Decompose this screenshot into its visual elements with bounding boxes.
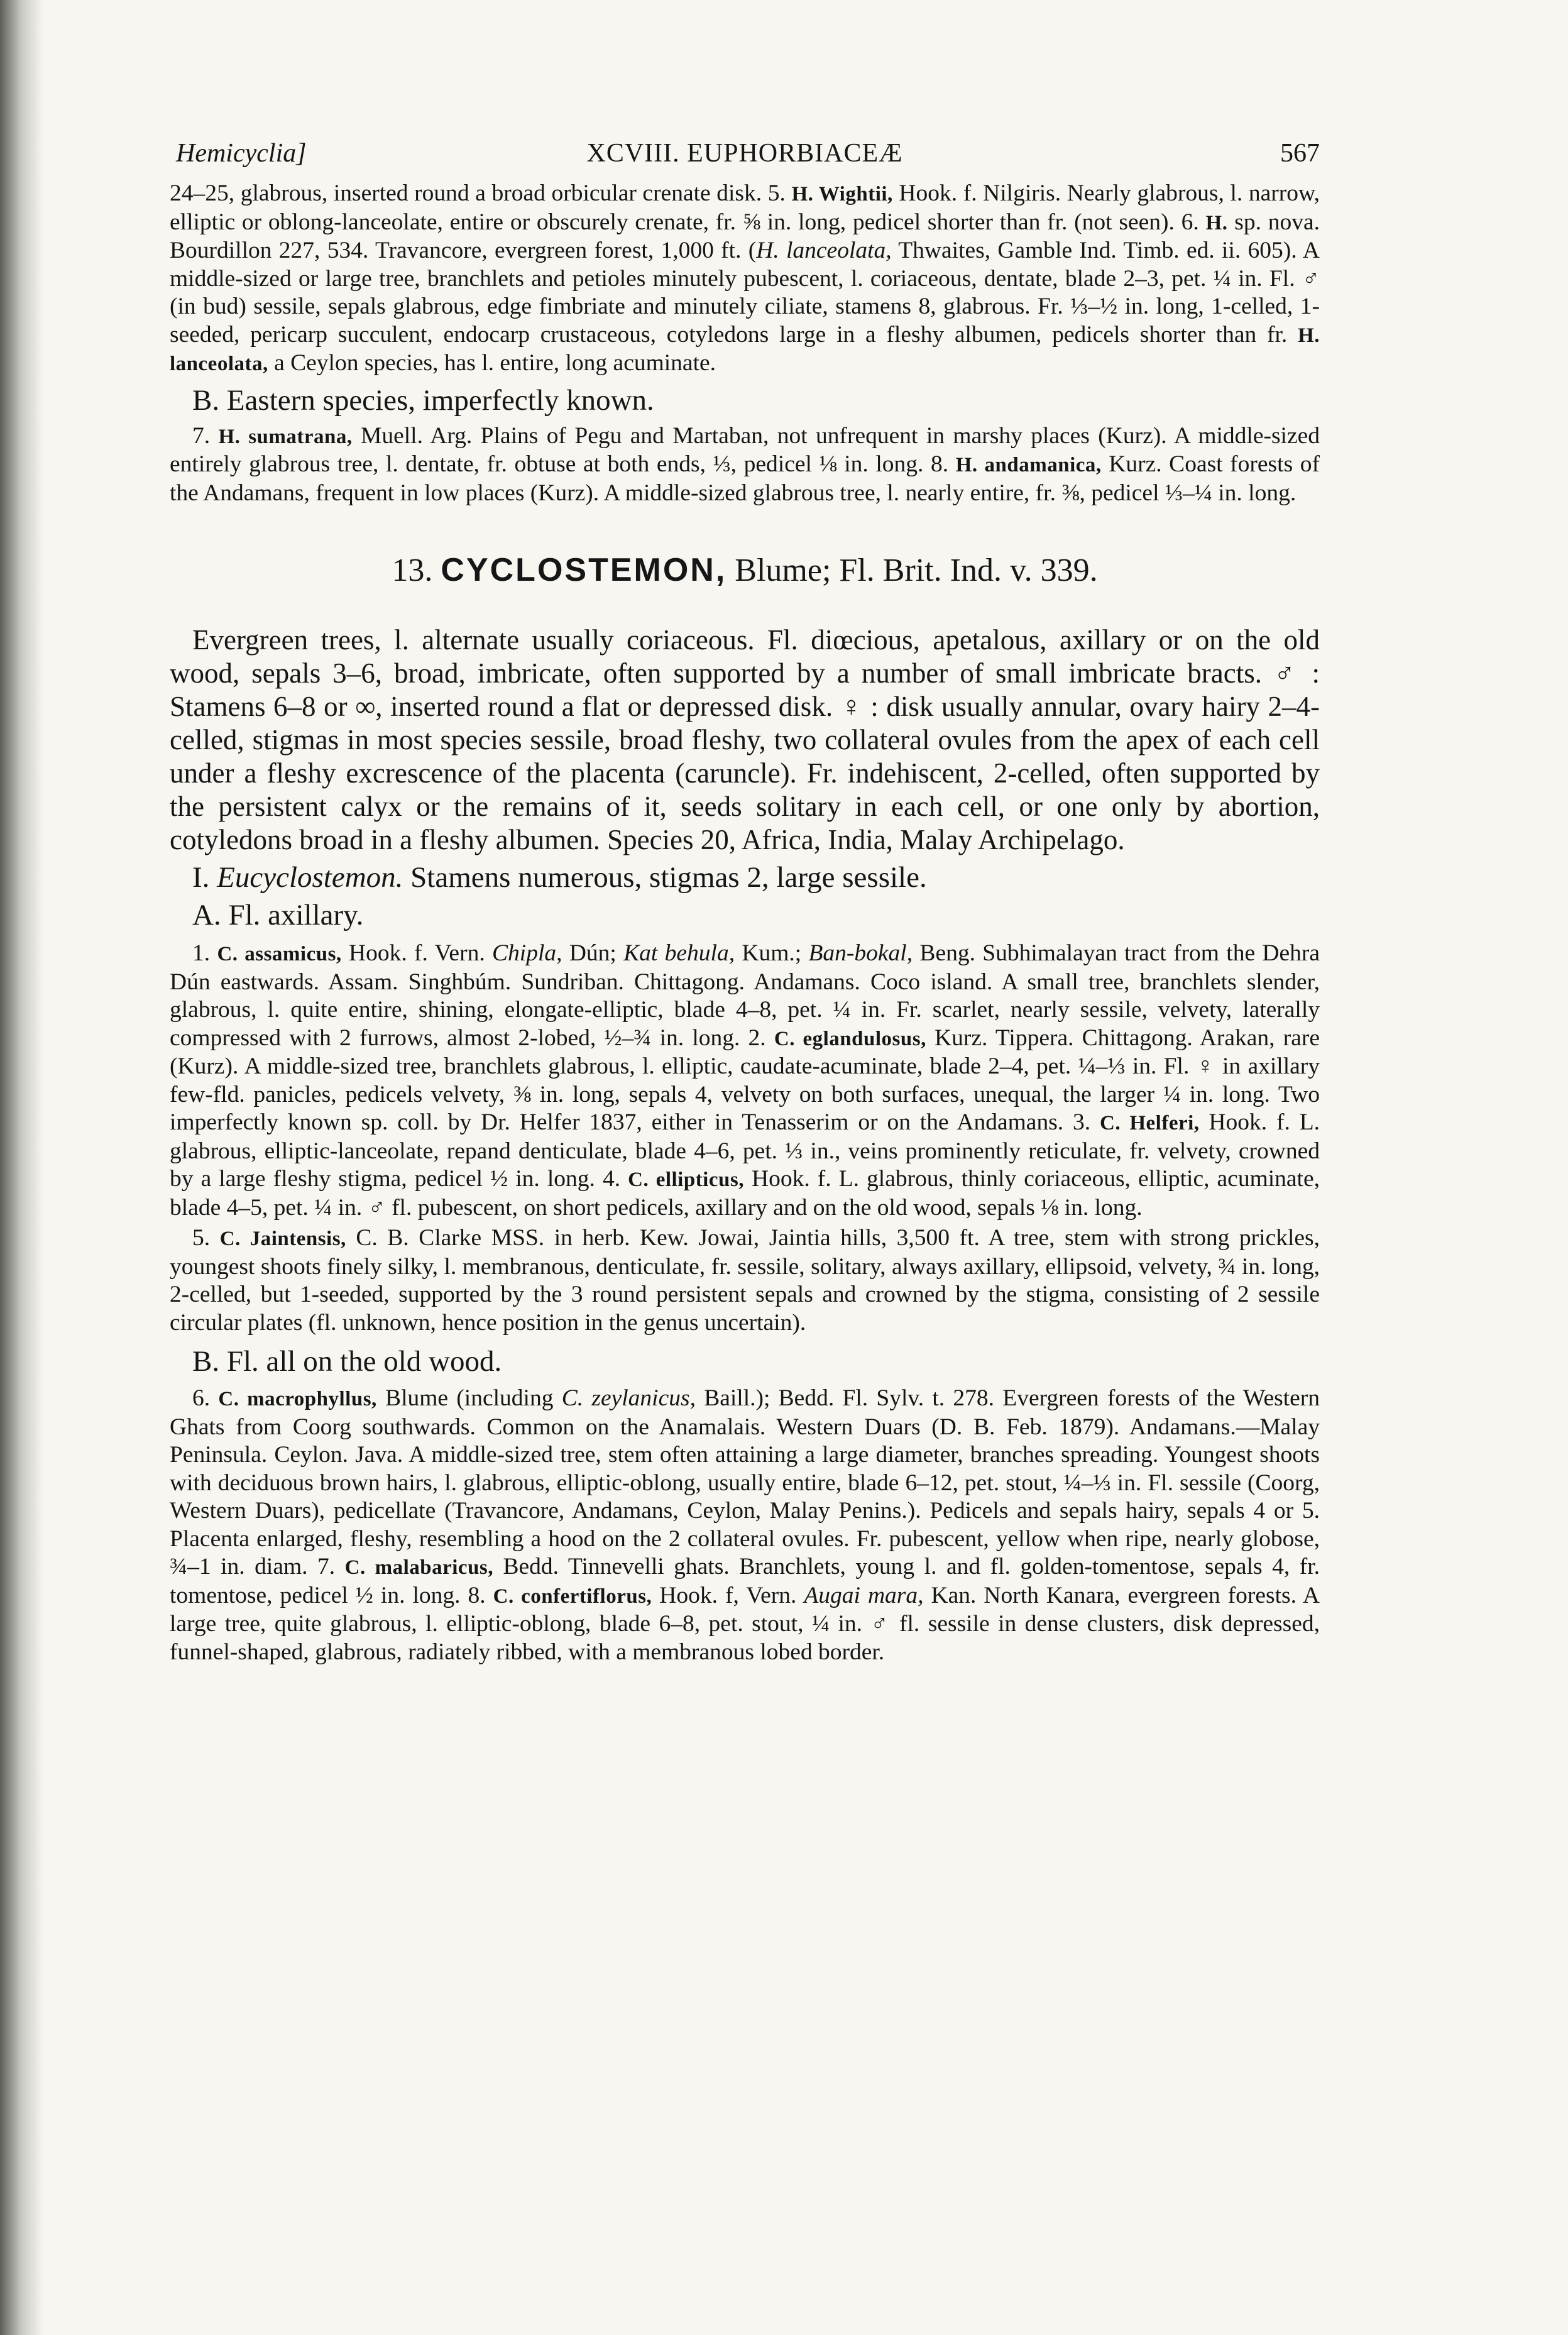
page-number: 567	[1280, 139, 1320, 168]
species-name: H. Wightii,	[791, 183, 893, 206]
page-binding-shadow	[0, 0, 44, 2335]
genus-number: 13.	[392, 552, 433, 588]
species-name: C. malabaricus,	[344, 1556, 494, 1579]
species-name: H. andamanica,	[955, 454, 1102, 476]
species-name: H. lanceolata,	[170, 324, 1320, 375]
header-left-genus: Hemicyclia]	[176, 139, 307, 168]
genus-heading	[170, 551, 1320, 589]
vernacular-name: Augai mara,	[804, 1582, 924, 1608]
running-header	[170, 126, 1320, 176]
book-page	[170, 126, 1320, 1666]
species-name: C. macrophyllus,	[218, 1388, 377, 1410]
genus-name: CYCLOSTEMON,	[441, 552, 727, 588]
species-name: C. Jaintensis,	[219, 1228, 346, 1250]
hemicyclia-paragraph-1: 24–25, glabrous, inserted round a broad orbicular crenate disk. 5. H. Wightii, Hook. f. Nilgiris. Nearly glabrous, l. narrow, elliptic or oblong-lanceolate, entire or obscurely crenate, fr. ⅝ in. long, pedicel shorter than fr. (not seen). 6. H. sp. nova. Bourdillon 227, 534. Travancore, evergreen forest, 1,000 ft. (H. lanceolata, Thwaites, Gamble Ind. Timb. ed. ii. 605). A middle-sized or large tree, branchlets and petioles minutely pubescent, l. coriaceous, dentate, blade 2–3, pet. ¼ in. Fl. ♂ (in bud) sessile, sepals glabrous, edge fimbriate and minutely ciliate, stamens 8, glabrous. Fr. ⅓–½ in. long, 1-celled, 1-seeded, pericarp succulent, endocarp crustaceous, cotyledons large in a fleshy albumen, pedicels shorter than fr. H. lanceolata, a Ceylon species, has l. entire, long acuminate.	[170, 180, 1320, 376]
subgenus-name: Eucyclostemon.	[217, 861, 403, 894]
subgenus-heading: I. Eucyclostemon. Stamens numerous, stigmas 2, large sessile.	[192, 861, 927, 894]
species-paragraph-5: 5. C. Jaintensis, C. B. Clarke MSS. in herb. Kew. Jowai, Jaintia hills, 3,500 ft. A tree, stem with strong prickles, youngest shoots finely silky, l. membranous, denticulate, fr. sessile, solitary, always axillary, ellipsoid, velvety, ¾ in. long, 2-celled, but 1-seeded, supported by the 3 round persistent sepals and crowned by the stigma, consisting of 2 sessile circular plates (fl. unknown, hence position in the genus uncertain).	[170, 1225, 1320, 1336]
species-name: C. ellipticus,	[628, 1168, 744, 1191]
synonym: H. lanceolata,	[756, 238, 892, 263]
species-name: C. assamicus,	[217, 943, 342, 965]
vernacular-name: Chipla,	[492, 940, 562, 966]
species-name: C. confertiflorus,	[493, 1585, 652, 1608]
species-name: C. eglandulosus,	[774, 1027, 926, 1050]
vernacular-name: Kat behula,	[623, 940, 735, 966]
section-heading-a-axillary: A. Fl. axillary.	[192, 899, 364, 931]
vernacular-name: Ban-bokal,	[808, 940, 913, 966]
species-name: H.	[1205, 211, 1228, 234]
species-paragraph-6-8: 6. C. macrophyllus, Blume (including C. zeylanicus, Baill.); Bedd. Fl. Sylv. t. 278. Evergreen forests of the Western Ghats from Coorg southwards. Common on the Anamalais. Western Duars (D. B. Feb. 1879). Andamans.—Malay Peninsula. Ceylon. Java. A middle-sized tree, stem often attaining a large diameter, branches spreading. Youngest shoots with deciduous brown hairs, l. glabrous, elliptic-oblong, usually entire, blade 6–12, pet. stout, ¼–⅓ in. Fl. sessile (Coorg, Western Duars), pedicellate (Travancore, Andamans, Ceylon, Malay Penins.). Pedicels and sepals hairy, sepals 4 or 5. Placenta enlarged, fleshy, resembling a hood on the 2 collateral ovules. Fr. pubescent, yellow when ripe, nearly globose, ¾–1 in. diam. 7. C. malabaricus, Bedd. Tinnevelli ghats. Branchlets, young l. and fl. golden-tomentose, sepals 4, fr. tomentose, pedicel ½ in. long. 8. C. confertiflorus, Hook. f, Vern. Augai mara, Kan. North Kanara, evergreen forests. A large tree, quite glabrous, l. elliptic-oblong, blade 6–8, pet. stout, ¼ in. ♂ fl. sessile in dense clusters, disk depressed, funnel-shaped, glabrous, radiately ribbed, with a membranous lobed border.	[170, 1385, 1320, 1665]
header-family-title: XCVIII. EUPHORBIACEÆ	[586, 139, 903, 168]
hemicyclia-paragraph-2: 7. H. sumatrana, Muell. Arg. Plains of Pegu and Martaban, not unfrequent in marshy places (Kurz). A middle-sized entirely glabrous tree, l. dentate, fr. obtuse at both ends, ⅓, pedicel ⅛ in. long. 8. H. andamanica, Kurz. Coast forests of the Andamans, frequent in low places (Kurz). A middle-sized glabrous tree, l. nearly entire, fr. ⅜, pedicel ⅓–¼ in. long.	[170, 422, 1320, 506]
genus-description: Evergreen trees, l. alternate usually coriaceous. Fl. diœcious, apetalous, axillary or on the old wood, sepals 3–6, broad, imbricate, often supported by a number of small imbricate bracts. ♂ : Stamens 6–8 or ∞, inserted round a flat or depressed disk. ♀ : disk usually annular, ovary hairy 2–4-celled, stigmas in most species sessile, broad fleshy, two collateral ovules from the apex of each cell under a fleshy excrescence of the placenta (caruncle). Fr. indehiscent, 2-celled, often supported by the persistent calyx or the remains of it, seeds solitary in each cell, or one only by abortion, cotyledons broad in a fleshy albumen. Species 20, Africa, India, Malay Archipelago.	[170, 624, 1320, 855]
species-name: H. sumatrana,	[218, 425, 353, 448]
species-paragraph-1-4: 1. C. assamicus, Hook. f. Vern. Chipla, Dún; Kat behula, Kum.; Ban-bokal, Beng. Subhimalayan tract from the Dehra Dún eastwards. Assam. Singhbúm. Sundriban. Chittagong. Andamans. Coco island. A small tree, branchlets slender, glabrous, l. quite entire, shining, elongate-elliptic, blade 4–8, pet. ¼ in. Fr. scarlet, nearly sessile, velvety, laterally compressed with 2 furrows, almost 2-lobed, ½–¾ in. long. 2. C. eglandulosus, Kurz. Tippera. Chittagong. Arakan, rare (Kurz). A middle-sized tree, branchlets glabrous, l. elliptic, caudate-acuminate, blade 2–4, pet. ¼–⅓ in. Fl. ♀ in axillary few-fld. panicles, pedicels velvety, ⅜ in. long, sepals 4, velvety on both surfaces, unequal, the larger ¼ in. long. Two imperfectly known sp. coll. by Dr. Helfer 1837, either in Tenasserim or on the Andamans. 3. C. Helferi, Hook. f. L. glabrous, elliptic-lanceolate, repand denticulate, blade 4–6, pet. ⅓ in., veins prominently reticulate, fr. velvety, crowned by a large fleshy stigma, pedicel ½ in. long. 4. C. ellipticus, Hook. f. L. glabrous, thinly coriaceous, elliptic, acuminate, blade 4–5, pet. ¼ in. ♂ fl. pubescent, on short pedicels, axillary and on the old wood, sepals ⅛ in. long.	[170, 940, 1320, 1221]
section-heading-b-old-wood: B. Fl. all on the old wood.	[192, 1345, 502, 1378]
genus-citation: Blume; Fl. Brit. Ind. v. 339.	[735, 552, 1098, 588]
synonym: C. zeylanicus,	[561, 1385, 696, 1411]
section-heading-b-eastern: B. Eastern species, imperfectly known.	[192, 383, 654, 417]
species-name: C. Helferi,	[1100, 1112, 1200, 1135]
